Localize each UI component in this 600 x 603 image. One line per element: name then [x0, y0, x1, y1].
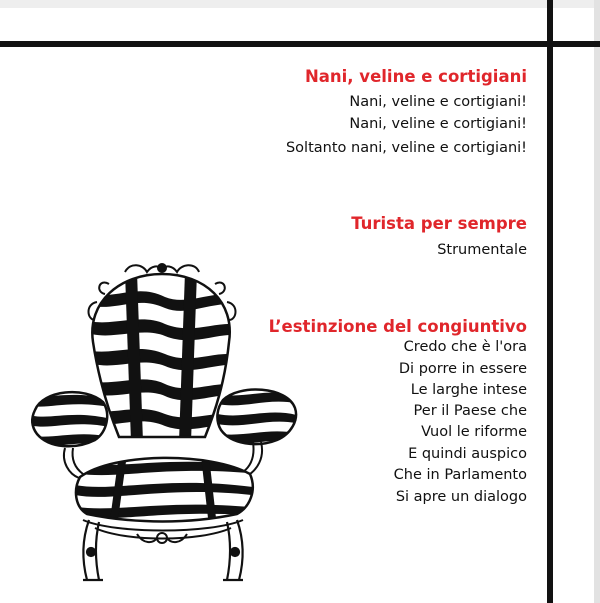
lyric-line: E quindi auspico [408, 446, 527, 462]
lyric-line: Nani, veline e cortigiani! [349, 94, 527, 110]
page-edge-right [594, 0, 600, 603]
lyric-line: Per il Paese che [413, 403, 527, 419]
lyric-line: Che in Parlamento [393, 467, 527, 483]
vertical-rule [547, 0, 553, 603]
zebra-armchair-illustration [25, 262, 300, 590]
lyric-line: Si apre un dialogo [395, 489, 527, 505]
song-title-turista: Turista per sempre [351, 214, 527, 233]
lyric-line: Credo che è l'ora [403, 339, 527, 355]
page-edge [0, 0, 600, 8]
lyric-line: Soltanto nani, veline e cortigiani! [285, 140, 527, 156]
lyric-line: Nani, veline e cortigiani! [349, 116, 527, 132]
horizontal-rule [0, 41, 600, 47]
lyric-line: Le larghe intese [410, 382, 527, 398]
song-title-nani: Nani, veline e cortigiani [304, 67, 527, 86]
lyric-line: Vuol le riforme [421, 424, 527, 440]
lyric-line: Di porre in essere [398, 361, 527, 377]
song-title-estinzione: L’estinzione del congiuntivo [268, 317, 527, 336]
lyric-line: Strumentale [437, 242, 527, 258]
